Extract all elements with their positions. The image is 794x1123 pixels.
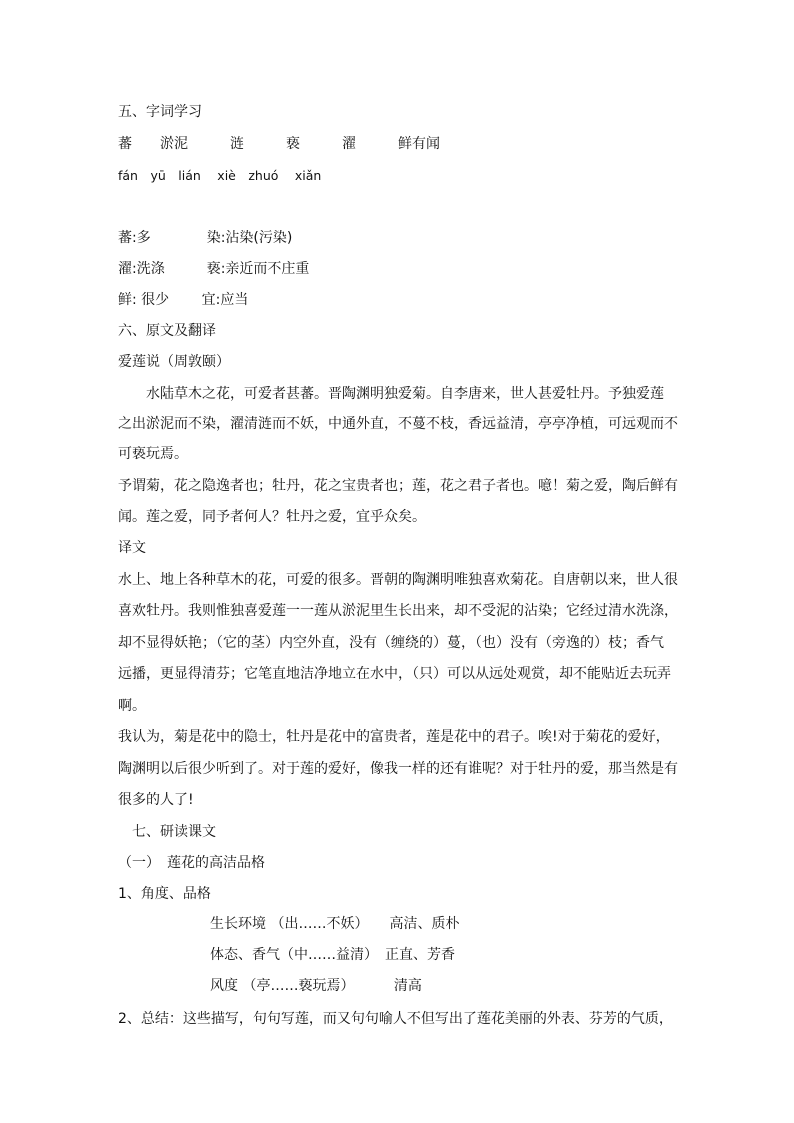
quality-row: 生长环境 （出……不妖） 高洁、质朴	[210, 916, 460, 932]
translation-line: 水上、地上各种草木的花，可爱的很多。晋朝的陶渊明唯独喜欢菊花。自唐朝以来，世人很	[118, 572, 678, 588]
vocab-definition: 蕃:多 染:沾染(污染)	[118, 230, 293, 246]
vocab-definition: 濯:洗涤 亵:亲近而不庄重	[118, 261, 310, 277]
original-text-line: 予谓菊，花之隐逸者也；牡丹，花之宝贵者也；莲，花之君子者也。噫！菊之爱，陶后鲜有	[118, 478, 678, 494]
translation-line: 喜欢牡丹。我则惟独喜爱莲一一莲从淤泥里生长出来，却不受泥的沾染；它经过清水洗涤，	[118, 603, 678, 619]
translation-line: 啊。	[118, 698, 146, 714]
quality-row: 体态、香气（中……益清） 正直、芳香	[210, 947, 455, 963]
vocab-pinyin: fán yū lián xiè zhuó xiǎn	[118, 168, 322, 183]
section7-heading: 七、研读课文	[132, 824, 216, 840]
translation-line: 我认为，菊是花中的隐士，牡丹是花中的富贵者，莲是花中的君子。唉!对于菊花的爱好，	[118, 729, 670, 745]
subsection-heading: （一） 莲花的高洁品格	[118, 855, 265, 871]
original-text-line: 水陆草木之花，可爱者甚蕃。晋陶渊明独爱菊。自李唐来，世人甚爱牡丹。予独爱莲	[118, 386, 664, 402]
section6-heading: 六、原文及翻译	[118, 323, 216, 339]
original-text-line: 闻。莲之爱，同予者何人？牡丹之爱，宜乎众矣。	[118, 509, 426, 525]
list-item-1: 1、角度、品格	[118, 886, 211, 902]
vocab-definition: 鲜: 很少 宜:应当	[118, 292, 249, 308]
translation-line: 却不显得妖艳；（它的茎）内空外直，没有（缠绕的）蔓，（也）没有（旁逸的）枝；香气	[118, 635, 664, 651]
poem-title: 爱莲说（周敦颐）	[118, 354, 230, 370]
original-text-line: 之出淤泥而不染，濯清涟而不妖，中通外直，不蔓不枝，香远益清，亭亭净植，可远观而不	[118, 416, 678, 432]
list-item-2: 2、总结：这些描写，句句写莲，而又句句喻人不但写出了莲花美丽的外表、芬芳的气质，	[118, 1011, 673, 1027]
section5-heading: 五、字词学习	[118, 104, 202, 120]
translation-line: 很多的人了!	[118, 792, 194, 808]
translation-line: 远播，更显得清芬；它笔直地洁净地立在水中，（只）可以从远处观赏，却不能贴近去玩弄	[118, 666, 671, 682]
translation-line: 陶渊明以后很少听到了。对于莲的爱好，像我一样的还有谁呢？对于牡丹的爱，那当然是有	[118, 761, 678, 777]
quality-row: 风度 （亭……亵玩焉） 清高	[210, 978, 422, 994]
original-text-line: 可亵玩焉。	[118, 446, 188, 462]
translation-heading: 译文	[118, 540, 146, 556]
vocab-words: 蕃 淤泥 涟 亵 濯 鲜有闻	[118, 136, 440, 152]
